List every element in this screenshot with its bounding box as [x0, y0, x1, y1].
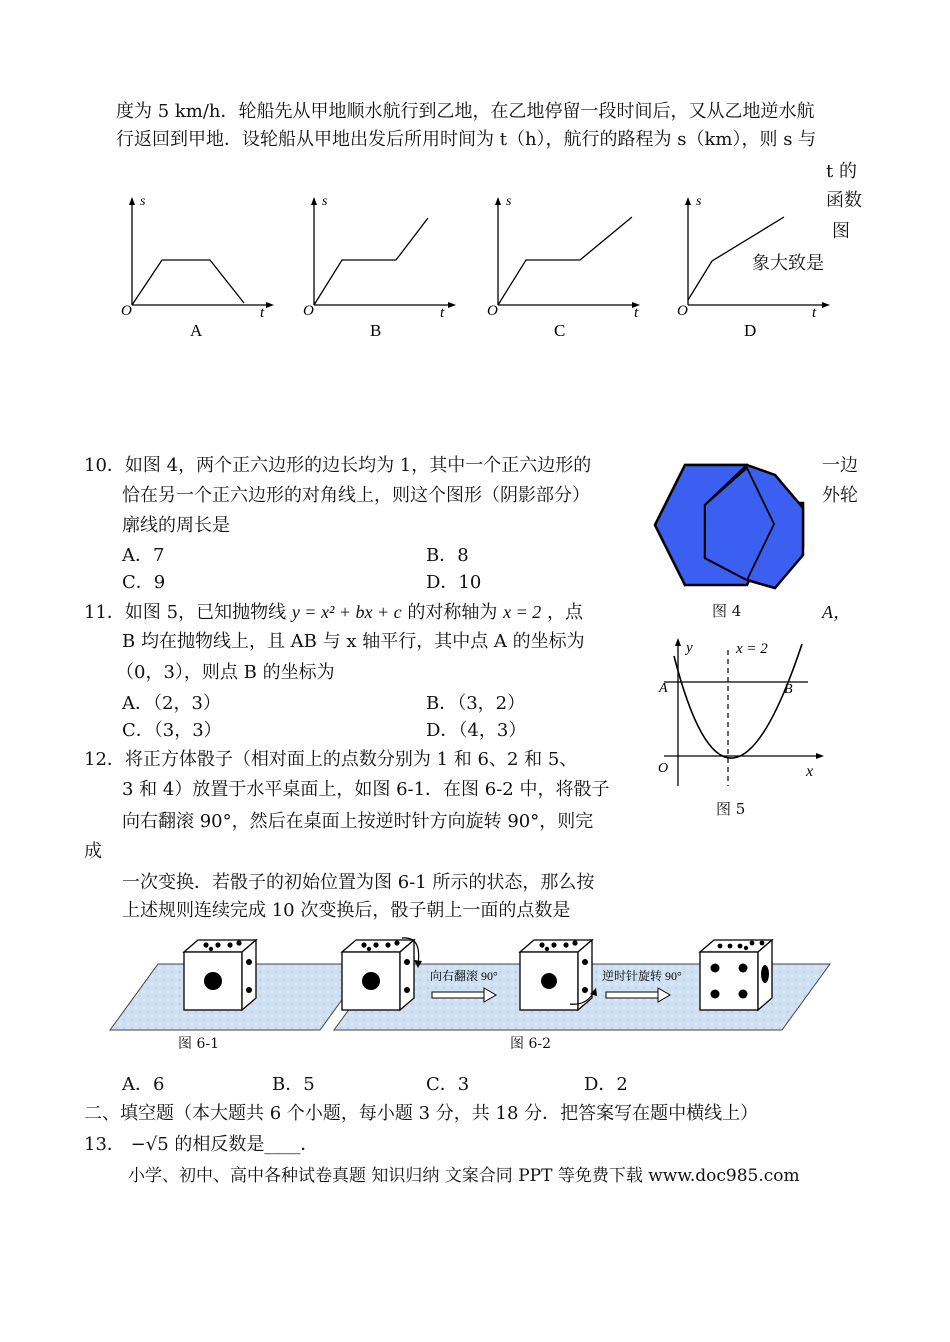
figure-6-2-caption: 图 6-2 — [510, 1036, 551, 1052]
graph-d-t-label: t — [812, 305, 817, 321]
graph-c-caption: C — [554, 321, 566, 340]
die-2 — [342, 938, 422, 1010]
figure-5-caption: 图 5 — [716, 800, 746, 818]
fig5-y-label: y — [686, 640, 693, 656]
fig5-x-label: x — [806, 763, 814, 780]
graph-b-y-arrow — [311, 197, 317, 205]
fig5-y-arrow — [675, 638, 681, 646]
graph-a-y-arrow — [129, 197, 135, 205]
q10-line-2: 恰在另一个正六边形的对角线上，则这个图形（阴影部分） — [122, 485, 590, 506]
graph-b-t-label: t — [440, 305, 445, 321]
fig5-parabola-curve — [674, 644, 802, 758]
q10-line-1: 10．如图 4，两个正六边形的边长均为 1，其中一个正六边形的 — [84, 455, 592, 476]
graph-a-x-arrow — [266, 302, 274, 308]
q12-line-1: 12．将正方体骰子（相对面上的点数分别为 1 和 6、2 和 5、 — [84, 749, 578, 770]
q12-option-c: C．3 — [426, 1074, 470, 1095]
graph-c-origin: O — [487, 303, 498, 319]
graph-b-caption: B — [370, 321, 382, 340]
graph-a-origin: O — [121, 303, 132, 319]
q9-tail-3: 图 — [832, 221, 850, 242]
q9-line-1: 度为 5 km/h．轮船先从甲地顺水航行到乙地，在乙地停留一段时间后，又从乙地逆水航 — [116, 101, 815, 122]
q11-option-b: B．（3，2） — [426, 693, 526, 714]
q11-line-1a: 11．如图 5，已知抛物线 — [84, 602, 287, 623]
graph-d — [674, 195, 834, 345]
q11-option-a: A．（2，3） — [122, 693, 221, 714]
q12-option-d: D．2 — [584, 1074, 628, 1095]
graph-b-curve — [314, 218, 428, 305]
q11-line-3: （0，3），则点 B 的坐标为 — [116, 662, 335, 683]
figure-4-hexagons — [650, 460, 810, 590]
q10-option-b: B．8 — [426, 545, 469, 566]
arrow-2-label: 逆时针旋转 90° — [602, 969, 682, 983]
graph-d-s-label: s — [696, 194, 702, 209]
fig5-origin-label: O — [658, 761, 669, 776]
die-1 — [184, 940, 256, 1010]
q10-option-a: A．7 — [122, 545, 165, 566]
figure-5-parabola — [656, 636, 836, 796]
q11-right-1: A， — [822, 602, 851, 622]
q11-line-1 — [84, 600, 583, 625]
graph-b-x-arrow — [448, 302, 456, 308]
q12-line-4: 成 — [84, 841, 102, 862]
graph-c-s-label: s — [506, 194, 512, 209]
q13-line — [84, 1133, 318, 1157]
arrow-1-label: 向右翻滚 90° — [430, 969, 498, 983]
die-4 — [700, 940, 772, 1010]
graph-d-origin: O — [677, 303, 688, 319]
q11-line-1b: 的对称轴为 — [407, 602, 498, 623]
fig5-a-label: A — [659, 681, 668, 696]
figure-6-dice — [110, 934, 840, 1038]
graph-b-s-label: s — [322, 194, 328, 209]
graph-a-caption: A — [190, 321, 203, 340]
q12-line-5: 一次变换．若骰子的初始位置为图 6-1 所示的状态，那么按 — [122, 872, 595, 893]
q13-text: 的相反数是____． — [174, 1134, 319, 1155]
graph-d-x-arrow — [822, 302, 830, 308]
graph-d-caption: D — [744, 321, 757, 340]
q12-line-2: 3 和 4）放置于水平桌面上，如图 6-1．在图 6-2 中，将骰子 — [122, 779, 610, 800]
graph-d-curve — [688, 217, 784, 300]
q9-tail-4: 象大致是 — [752, 253, 824, 274]
graph-b — [300, 195, 460, 345]
q9-line-2: 行返回到甲地．设轮船从甲地出发后所用时间为 t（h），航行的路程为 s（km），则 s 与 — [116, 129, 817, 150]
q13-expression: −√5 — [130, 1134, 169, 1155]
q11-line-2: B 均在抛物线上，且 AB 与 x 轴平行，其中点 A 的坐标为 — [122, 631, 585, 652]
die-3 — [520, 940, 597, 1010]
q10-right-2: 外轮 — [822, 485, 858, 506]
graph-b-origin: O — [303, 303, 314, 319]
q11-axis-eq: x = 2 — [503, 602, 542, 622]
q9-tail-2: 函数 — [826, 190, 862, 211]
graph-a-s-label: s — [140, 194, 146, 209]
graph-c — [484, 195, 644, 345]
fig5-x-arrow — [816, 753, 824, 759]
fig5-b-label: B — [784, 682, 793, 697]
q11-formula: y = x² + bx + c — [291, 602, 402, 622]
q10-right-1: 一边 — [822, 455, 858, 476]
graph-c-y-arrow — [495, 197, 501, 205]
q10-option-c: C．9 — [122, 572, 166, 593]
graph-c-curve — [498, 217, 632, 305]
q10-line-3: 廓线的周长是 — [122, 515, 230, 536]
fig5-eq-label: x = 2 — [736, 641, 768, 657]
graph-d-y-arrow — [685, 197, 691, 205]
figure-4-caption: 图 4 — [712, 602, 742, 620]
q9-tail-1: t 的 — [826, 161, 857, 182]
section-2-heading: 二、填空题（本大题共 6 个小题，每小题 3 分，共 18 分．把答案写在题中横线上） — [84, 1103, 759, 1124]
q11-line-1c: ，点 — [546, 602, 583, 623]
graph-a-curve — [132, 260, 244, 305]
q10-option-d: D．10 — [426, 572, 482, 593]
q12-line-3: 向右翻滚 90°，然后在桌面上按逆时针方向旋转 90°，则完 — [122, 811, 594, 832]
q12-option-a: A．6 — [122, 1074, 165, 1095]
graph-a — [118, 195, 278, 345]
graph-c-t-label: t — [634, 305, 639, 321]
q11-option-d: D．（4，3） — [426, 720, 527, 741]
q11-option-c: C．（3，3） — [122, 720, 222, 741]
figure-6-1-caption: 图 6-1 — [178, 1036, 219, 1052]
q12-option-b: B．5 — [272, 1074, 315, 1095]
q12-line-6: 上述规则连续完成 10 次变换后，骰子朝上一面的点数是 — [122, 900, 571, 921]
graph-a-t-label: t — [260, 305, 265, 321]
q13-number: 13． — [84, 1134, 125, 1155]
footer-ad: 小学、初中、高中各种试卷真题 知识归纳 文案合同 PPT 等免费下载 www.doc985.com — [128, 1166, 800, 1186]
